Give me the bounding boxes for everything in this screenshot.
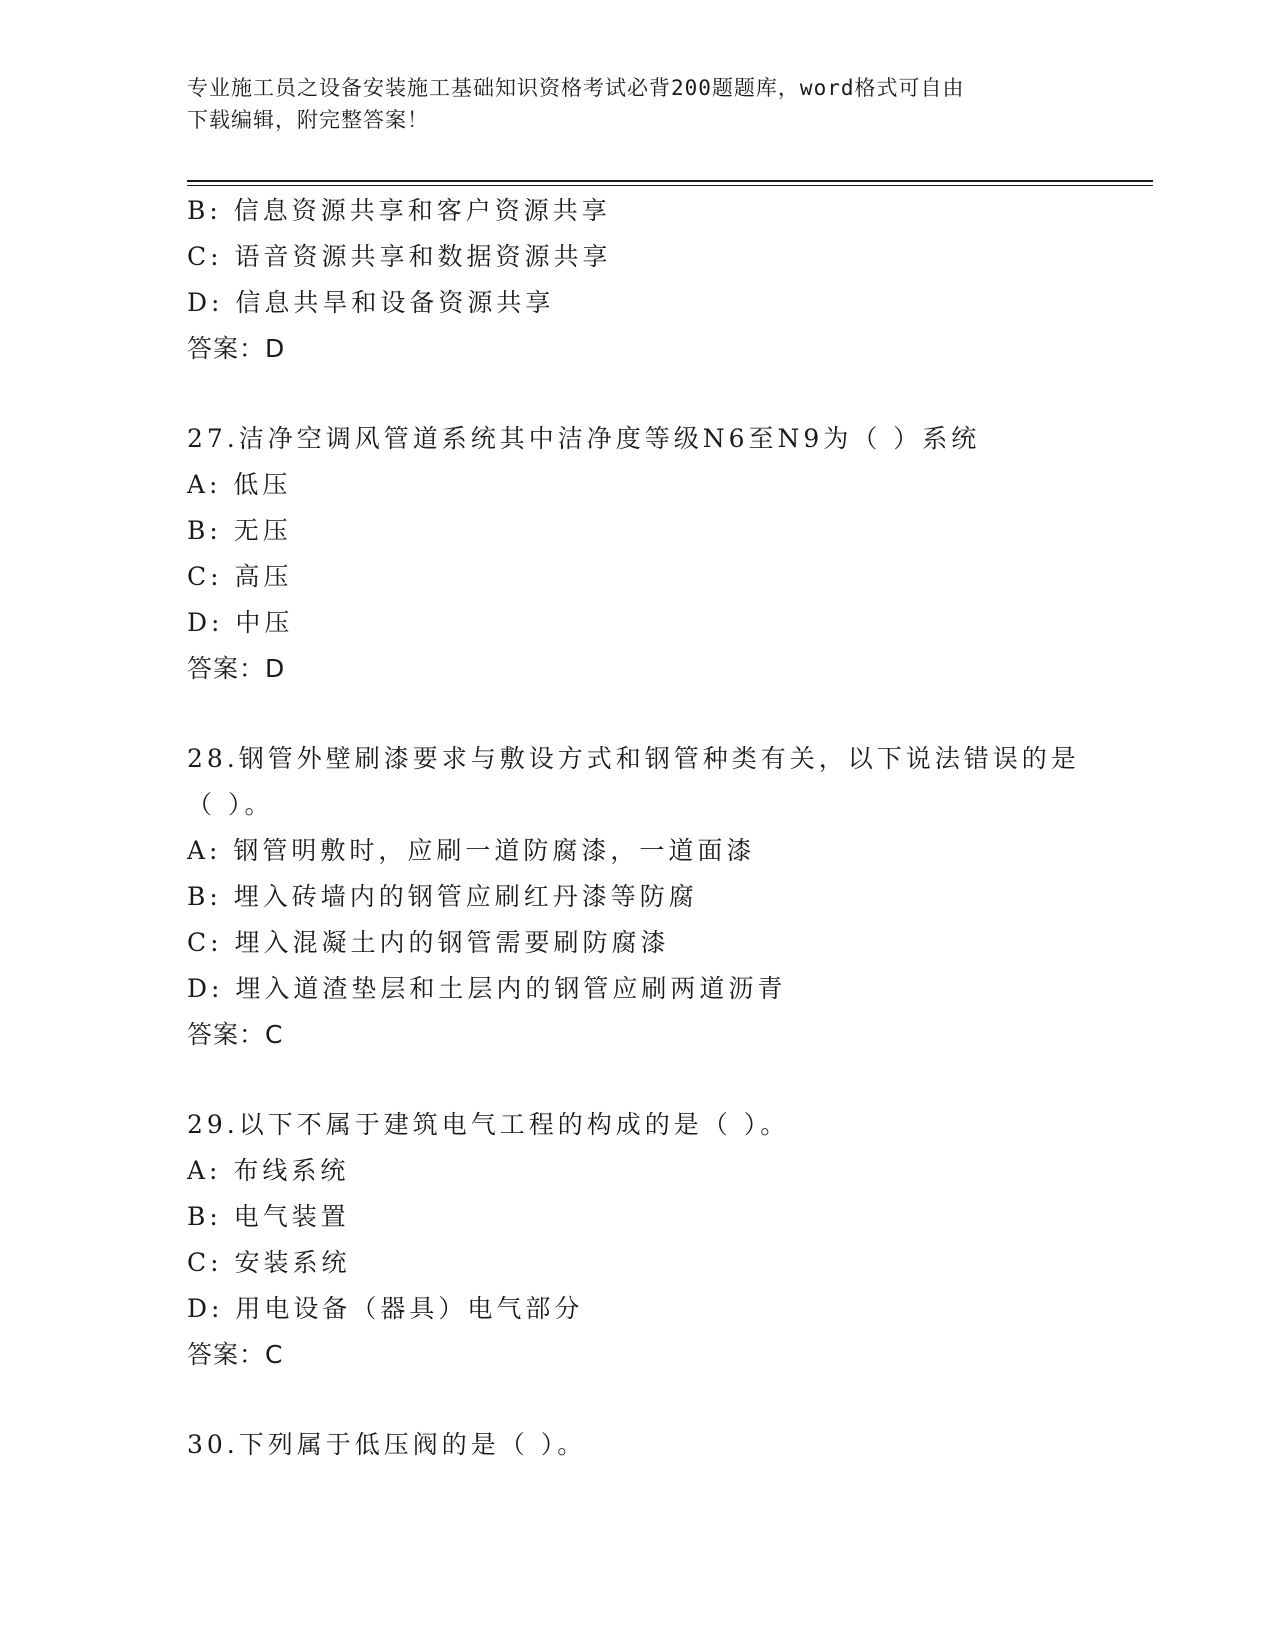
question-29-block <box>187 1102 1087 1378</box>
question-27-answer: 答案：D <box>187 654 286 683</box>
question-list <box>187 188 1087 1468</box>
question-28-option-c: C: 埋入混凝土内的钢管需要刷防腐漆 <box>187 928 670 957</box>
question-30-text: 30.下列属于低压阀的是（ ）。 <box>187 1430 587 1459</box>
question-28-answer: 答案：C <box>187 1020 284 1049</box>
question-27-option-b: B: 无压 <box>187 516 292 545</box>
question-27-option-d: D: 中压 <box>187 608 294 637</box>
question-28-text-line-1: 28.钢管外壁刷漆要求与敷设方式和钢管种类有关，以下说法错误的是 <box>187 744 1080 773</box>
question-28-text-line-2: （ ）。 <box>187 790 274 819</box>
question-26-answer: 答案：D <box>187 334 286 363</box>
question-29-answer: 答案：C <box>187 1340 284 1369</box>
header-divider-thick <box>187 180 1153 182</box>
question-29-text: 29.以下不属于建筑电气工程的构成的是（ ）。 <box>187 1110 790 1139</box>
question-26-block <box>187 188 1087 372</box>
header-line-1: 专业施工员之设备安装施工基础知识资格考试必背200题题库，word格式可自由 <box>187 76 965 100</box>
question-30-block <box>187 1422 1087 1468</box>
document-header <box>187 72 1087 136</box>
question-28-option-b: B: 埋入砖墙内的钢管应刷红丹漆等防腐 <box>187 882 698 911</box>
question-29-option-c: C: 安装系统 <box>187 1248 351 1277</box>
question-27-text: 27.洁净空调风管道系统其中洁净度等级N6至N9为（ ）系统 <box>187 424 981 453</box>
question-28-option-a: A: 钢管明敷时，应刷一道防腐漆，一道面漆 <box>187 836 756 865</box>
header-divider-thin <box>187 185 1153 186</box>
question-29-option-a: A: 布线系统 <box>187 1156 350 1185</box>
header-line-2: 下载编辑，附完整答案！ <box>187 108 429 132</box>
question-26-option-c: C: 语音资源共享和数据资源共享 <box>187 242 612 271</box>
question-27-block <box>187 416 1087 692</box>
question-28-option-d: D: 埋入道渣垫层和土层内的钢管应刷两道沥青 <box>187 974 787 1003</box>
question-29-option-d: D: 用电设备（器具）电气部分 <box>187 1294 584 1323</box>
question-27-option-c: C: 高压 <box>187 562 293 591</box>
question-29-option-b: B: 电气装置 <box>187 1202 350 1231</box>
question-26-option-b: B: 信息资源共享和客户资源共享 <box>187 196 611 225</box>
question-28-block <box>187 736 1087 1058</box>
question-26-option-d: D: 信息共旱和设备资源共享 <box>187 288 555 317</box>
question-27-option-a: A: 低压 <box>187 470 292 499</box>
